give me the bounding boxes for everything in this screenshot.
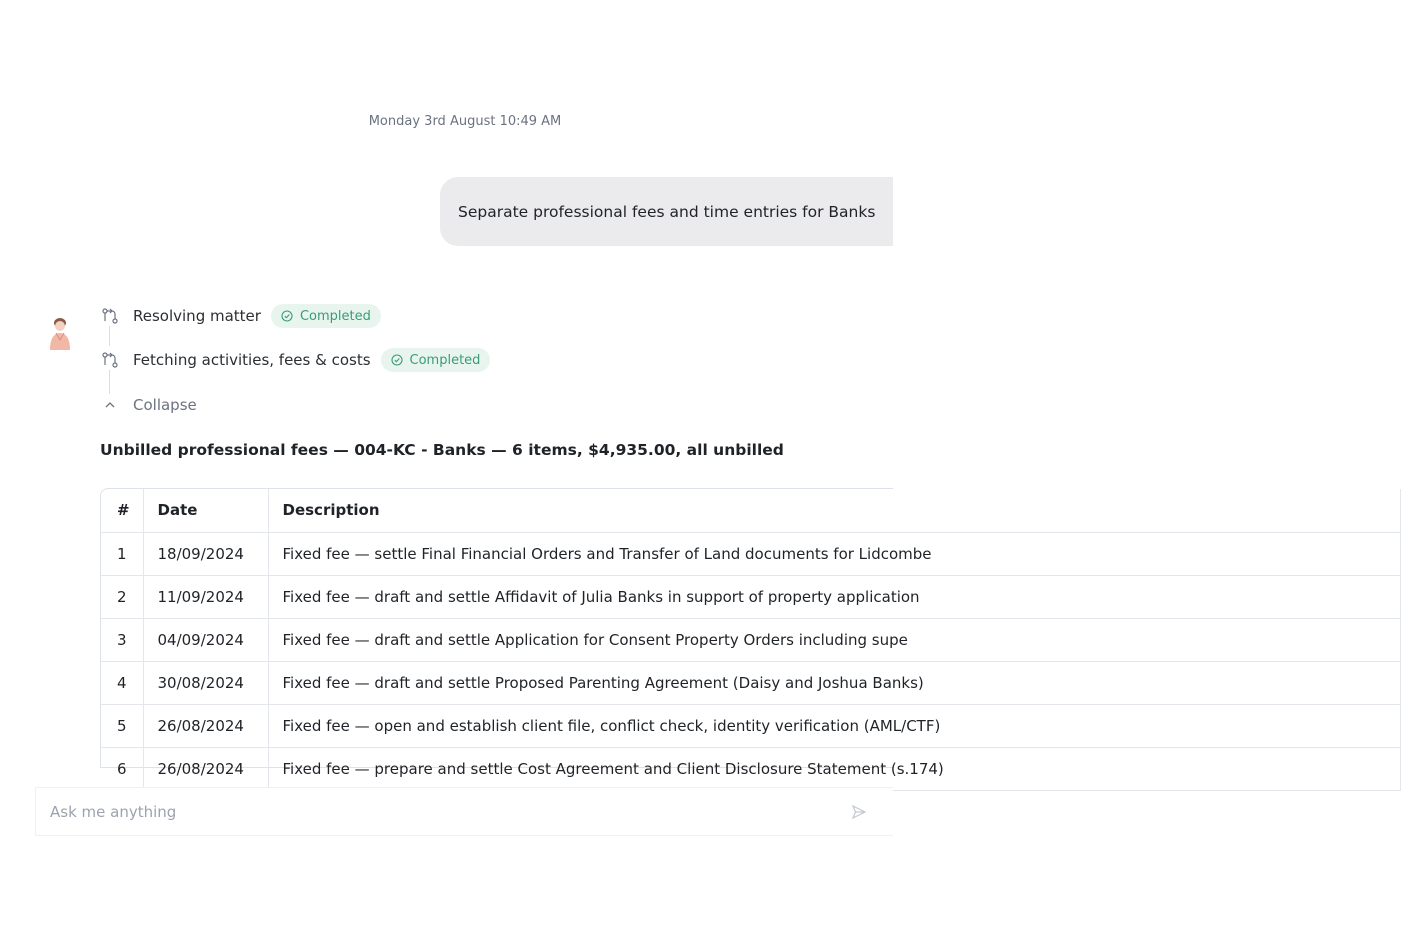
cell-number: 5 bbox=[101, 704, 143, 747]
step-resolving-matter bbox=[100, 302, 381, 330]
step-connector bbox=[109, 370, 110, 394]
table-row bbox=[101, 704, 1401, 747]
column-header-date: Date bbox=[143, 489, 268, 532]
cell-description: Fixed fee — settle Final Financial Orders and Transfer of Land documents for Lidcombe bbox=[268, 532, 1401, 575]
cell-description: Fixed fee — open and establish client file, conflict check, identity verification (AML/CTF) bbox=[268, 704, 1401, 747]
table-row bbox=[101, 532, 1401, 575]
check-circle-icon bbox=[391, 354, 403, 366]
cell-date: 26/08/2024 bbox=[143, 704, 268, 747]
cell-number: 1 bbox=[101, 532, 143, 575]
branch-merge-icon bbox=[100, 306, 120, 326]
status-badge bbox=[381, 348, 491, 372]
cell-date: 04/09/2024 bbox=[143, 618, 268, 661]
table-row bbox=[101, 618, 1401, 661]
cell-date: 30/08/2024 bbox=[143, 661, 268, 704]
cell-number: 4 bbox=[101, 661, 143, 704]
cell-description: Fixed fee — draft and settle Proposed Parenting Agreement (Daisy and Joshua Banks) bbox=[268, 661, 1401, 704]
cell-number: 6 bbox=[101, 747, 143, 790]
step-label: Resolving matter bbox=[133, 307, 261, 325]
fees-table[interactable] bbox=[100, 488, 944, 778]
chat-input[interactable] bbox=[36, 787, 849, 836]
message-timestamp: Monday 3rd August 10:49 AM bbox=[368, 114, 562, 129]
step-label: Fetching activities, fees & costs bbox=[133, 351, 371, 369]
collapse-label: Collapse bbox=[133, 396, 197, 414]
chevron-up-icon bbox=[100, 395, 120, 415]
cell-date: 18/09/2024 bbox=[143, 532, 268, 575]
table-row bbox=[101, 747, 1401, 790]
cell-date: 11/09/2024 bbox=[143, 575, 268, 618]
assistant-avatar bbox=[45, 313, 75, 351]
step-connector bbox=[109, 326, 110, 346]
send-button[interactable] bbox=[849, 802, 869, 822]
cell-number: 3 bbox=[101, 618, 143, 661]
branch-merge-icon bbox=[100, 350, 120, 370]
user-message-text: Separate professional fees and time entries for Banks bbox=[458, 202, 876, 221]
status-text: Completed bbox=[299, 308, 371, 324]
table-header-row bbox=[101, 489, 1401, 532]
send-icon bbox=[851, 804, 867, 820]
cell-description: Fixed fee — draft and settle Application for Consent Property Orders including supe bbox=[268, 618, 1401, 661]
table-row bbox=[101, 661, 1401, 704]
cell-description: Fixed fee — draft and settle Affidavit of Julia Banks in support of property application bbox=[268, 575, 1401, 618]
fees-heading: Unbilled professional fees — 004-KC - Banks — 6 items, $4,935.00, all unbilled bbox=[100, 441, 784, 459]
check-circle-icon bbox=[281, 310, 293, 322]
chat-input-bar bbox=[35, 787, 893, 836]
cell-description: Fixed fee — prepare and settle Cost Agreement and Client Disclosure Statement (s.174) bbox=[268, 747, 1401, 790]
status-text: Completed bbox=[409, 352, 481, 368]
column-header-number: # bbox=[101, 489, 143, 532]
cell-date: 26/08/2024 bbox=[143, 747, 268, 790]
cell-number: 2 bbox=[101, 575, 143, 618]
user-message-bubble bbox=[440, 177, 893, 246]
collapse-toggle[interactable] bbox=[100, 392, 197, 418]
status-badge bbox=[271, 304, 381, 328]
column-header-description: Description bbox=[268, 489, 1401, 532]
step-fetching-activities bbox=[100, 346, 490, 374]
table-row bbox=[101, 575, 1401, 618]
